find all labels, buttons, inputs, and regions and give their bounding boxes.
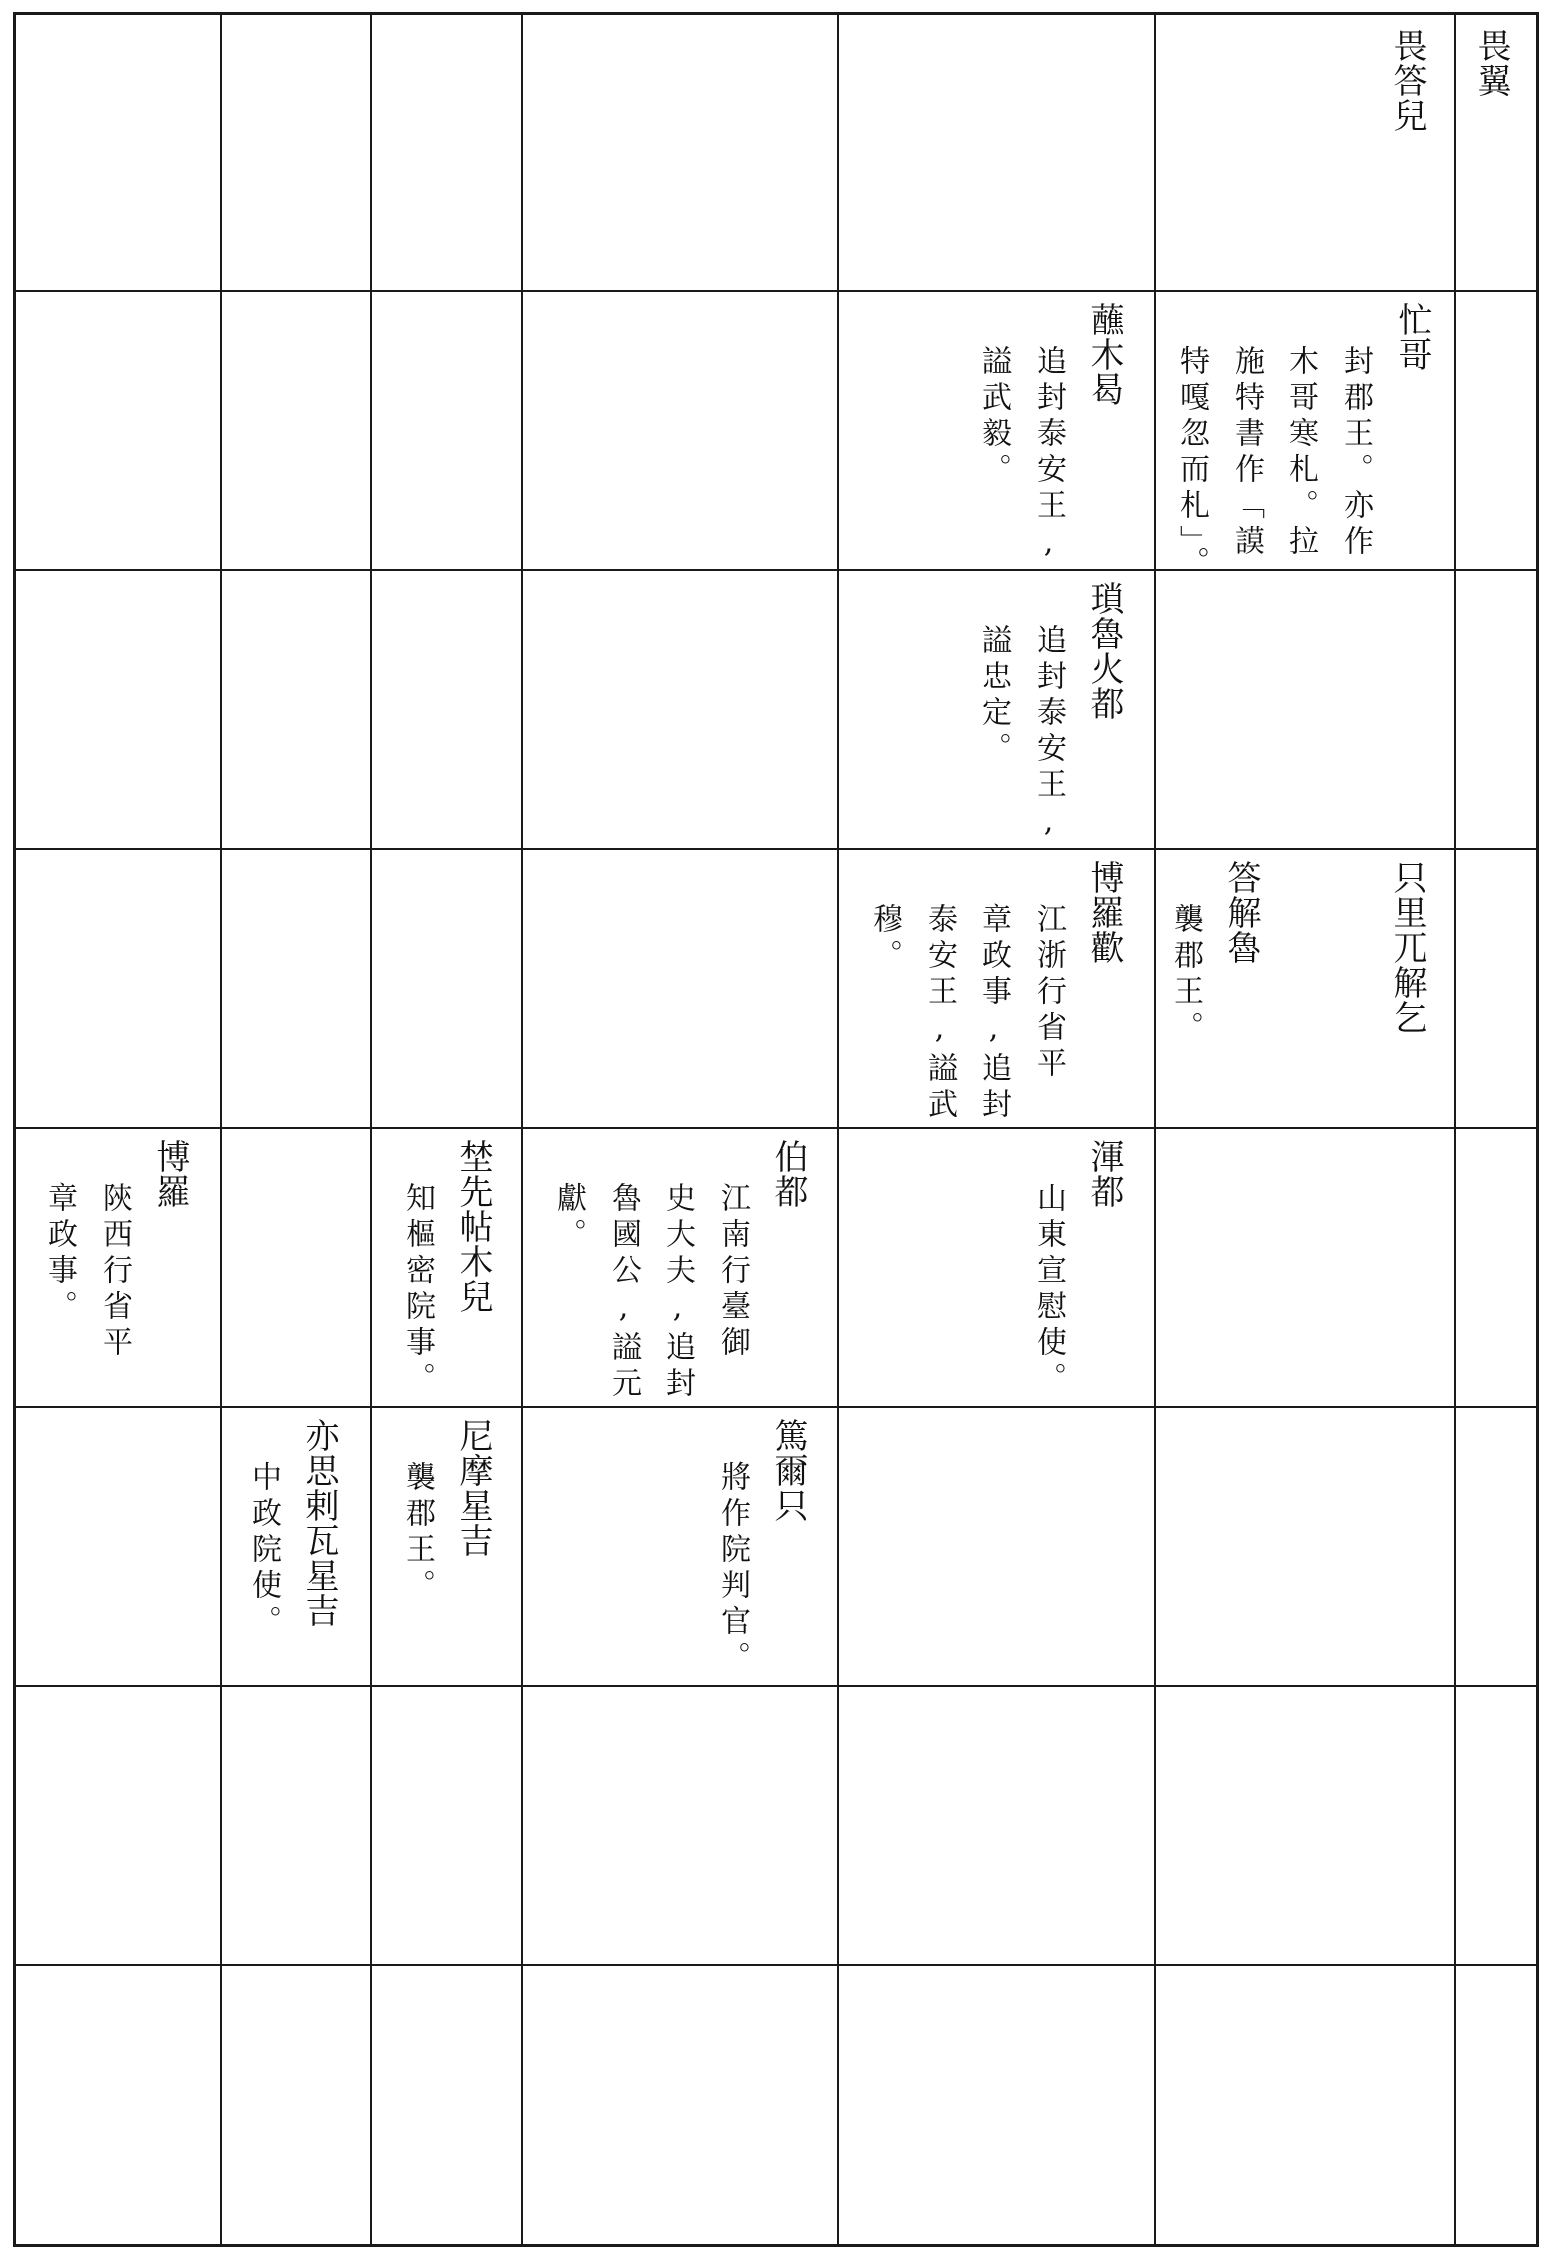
note-duerzhi-1: 將作院判官。	[715, 1461, 750, 1677]
column-divider	[837, 14, 839, 2244]
note-dajielu-1: 襲郡王。	[1168, 903, 1203, 1047]
person-mangge: 忙哥	[1392, 302, 1432, 372]
note-boomuhe-2: 謚武毅。	[976, 345, 1011, 489]
note-xianzhan-1: 知樞密院事。	[400, 1182, 435, 1398]
note-mangge-4: 特嘎忽而札」。	[1174, 345, 1209, 582]
column-divider	[521, 14, 523, 2244]
note-suolu-1: 追封泰安王,	[1031, 624, 1066, 845]
column-divider	[1154, 14, 1156, 2244]
note-boomuhe-1: 追封泰安王,	[1031, 345, 1066, 566]
note-boluohuan-1: 江浙行省平	[1031, 903, 1066, 1083]
column-divider	[370, 14, 372, 2244]
person-boomuhe: 蘸木曷	[1084, 302, 1124, 407]
person-boluo: 博羅	[150, 1139, 190, 1209]
row-divider	[15, 569, 1537, 571]
note-nimo-1: 襲郡王。	[400, 1461, 435, 1605]
person-nimoxingji: 尼摩星吉	[453, 1418, 493, 1558]
row-divider	[15, 290, 1537, 292]
row-divider	[15, 848, 1537, 850]
note-boluohuan-3: 泰安王,謚武	[922, 903, 957, 1124]
note-boluo-2: 章政事。	[42, 1182, 77, 1326]
note-boluo-1: 陝西行省平	[97, 1182, 132, 1362]
person-boluohuan: 博羅歡	[1084, 860, 1124, 965]
row-divider	[15, 1127, 1537, 1129]
column-divider	[220, 14, 222, 2244]
column-divider	[1454, 14, 1456, 2244]
note-bodu-1: 江南行臺御	[715, 1182, 750, 1362]
note-mangge-3: 施特書作「謨	[1229, 345, 1264, 561]
row-divider	[15, 1964, 1537, 1966]
person-duerzhi: 篤爾只	[768, 1418, 808, 1523]
person-suoluhuodu: 瑣魯火都	[1084, 581, 1124, 721]
row-divider	[15, 1685, 1537, 1687]
column-header-weiyi: 畏翼	[1471, 28, 1511, 98]
note-hundu-1: 山東宣慰使。	[1031, 1182, 1066, 1398]
note-boluohuan-2: 章政事,追封	[976, 903, 1011, 1124]
person-bodu: 伯都	[768, 1139, 808, 1209]
note-bodu-3: 魯國公,謚元	[606, 1182, 641, 1403]
note-boluohuan-4: 穆。	[867, 903, 902, 975]
row-divider	[15, 1406, 1537, 1408]
person-dajielu: 答解魯	[1221, 860, 1261, 965]
person-hundu: 渾都	[1084, 1139, 1124, 1209]
note-yisi-1: 中政院使。	[246, 1461, 281, 1641]
note-bodu-2: 史大夫,追封	[660, 1182, 695, 1403]
person-xianzhan: 埜先帖木兒	[453, 1139, 493, 1314]
note-bodu-4: 獻。	[551, 1182, 586, 1254]
person-zhiliwujieqi: 只里兀解乞	[1387, 860, 1427, 1035]
note-suolu-2: 謚忠定。	[976, 624, 1011, 768]
note-mangge-1: 封郡王。亦作	[1338, 345, 1373, 561]
note-mangge-2: 木哥寒札。拉	[1283, 345, 1318, 561]
person-yisilawaxingji: 亦思剌瓦星吉	[299, 1418, 339, 1628]
person-weidaer: 畏答兒	[1387, 28, 1427, 133]
